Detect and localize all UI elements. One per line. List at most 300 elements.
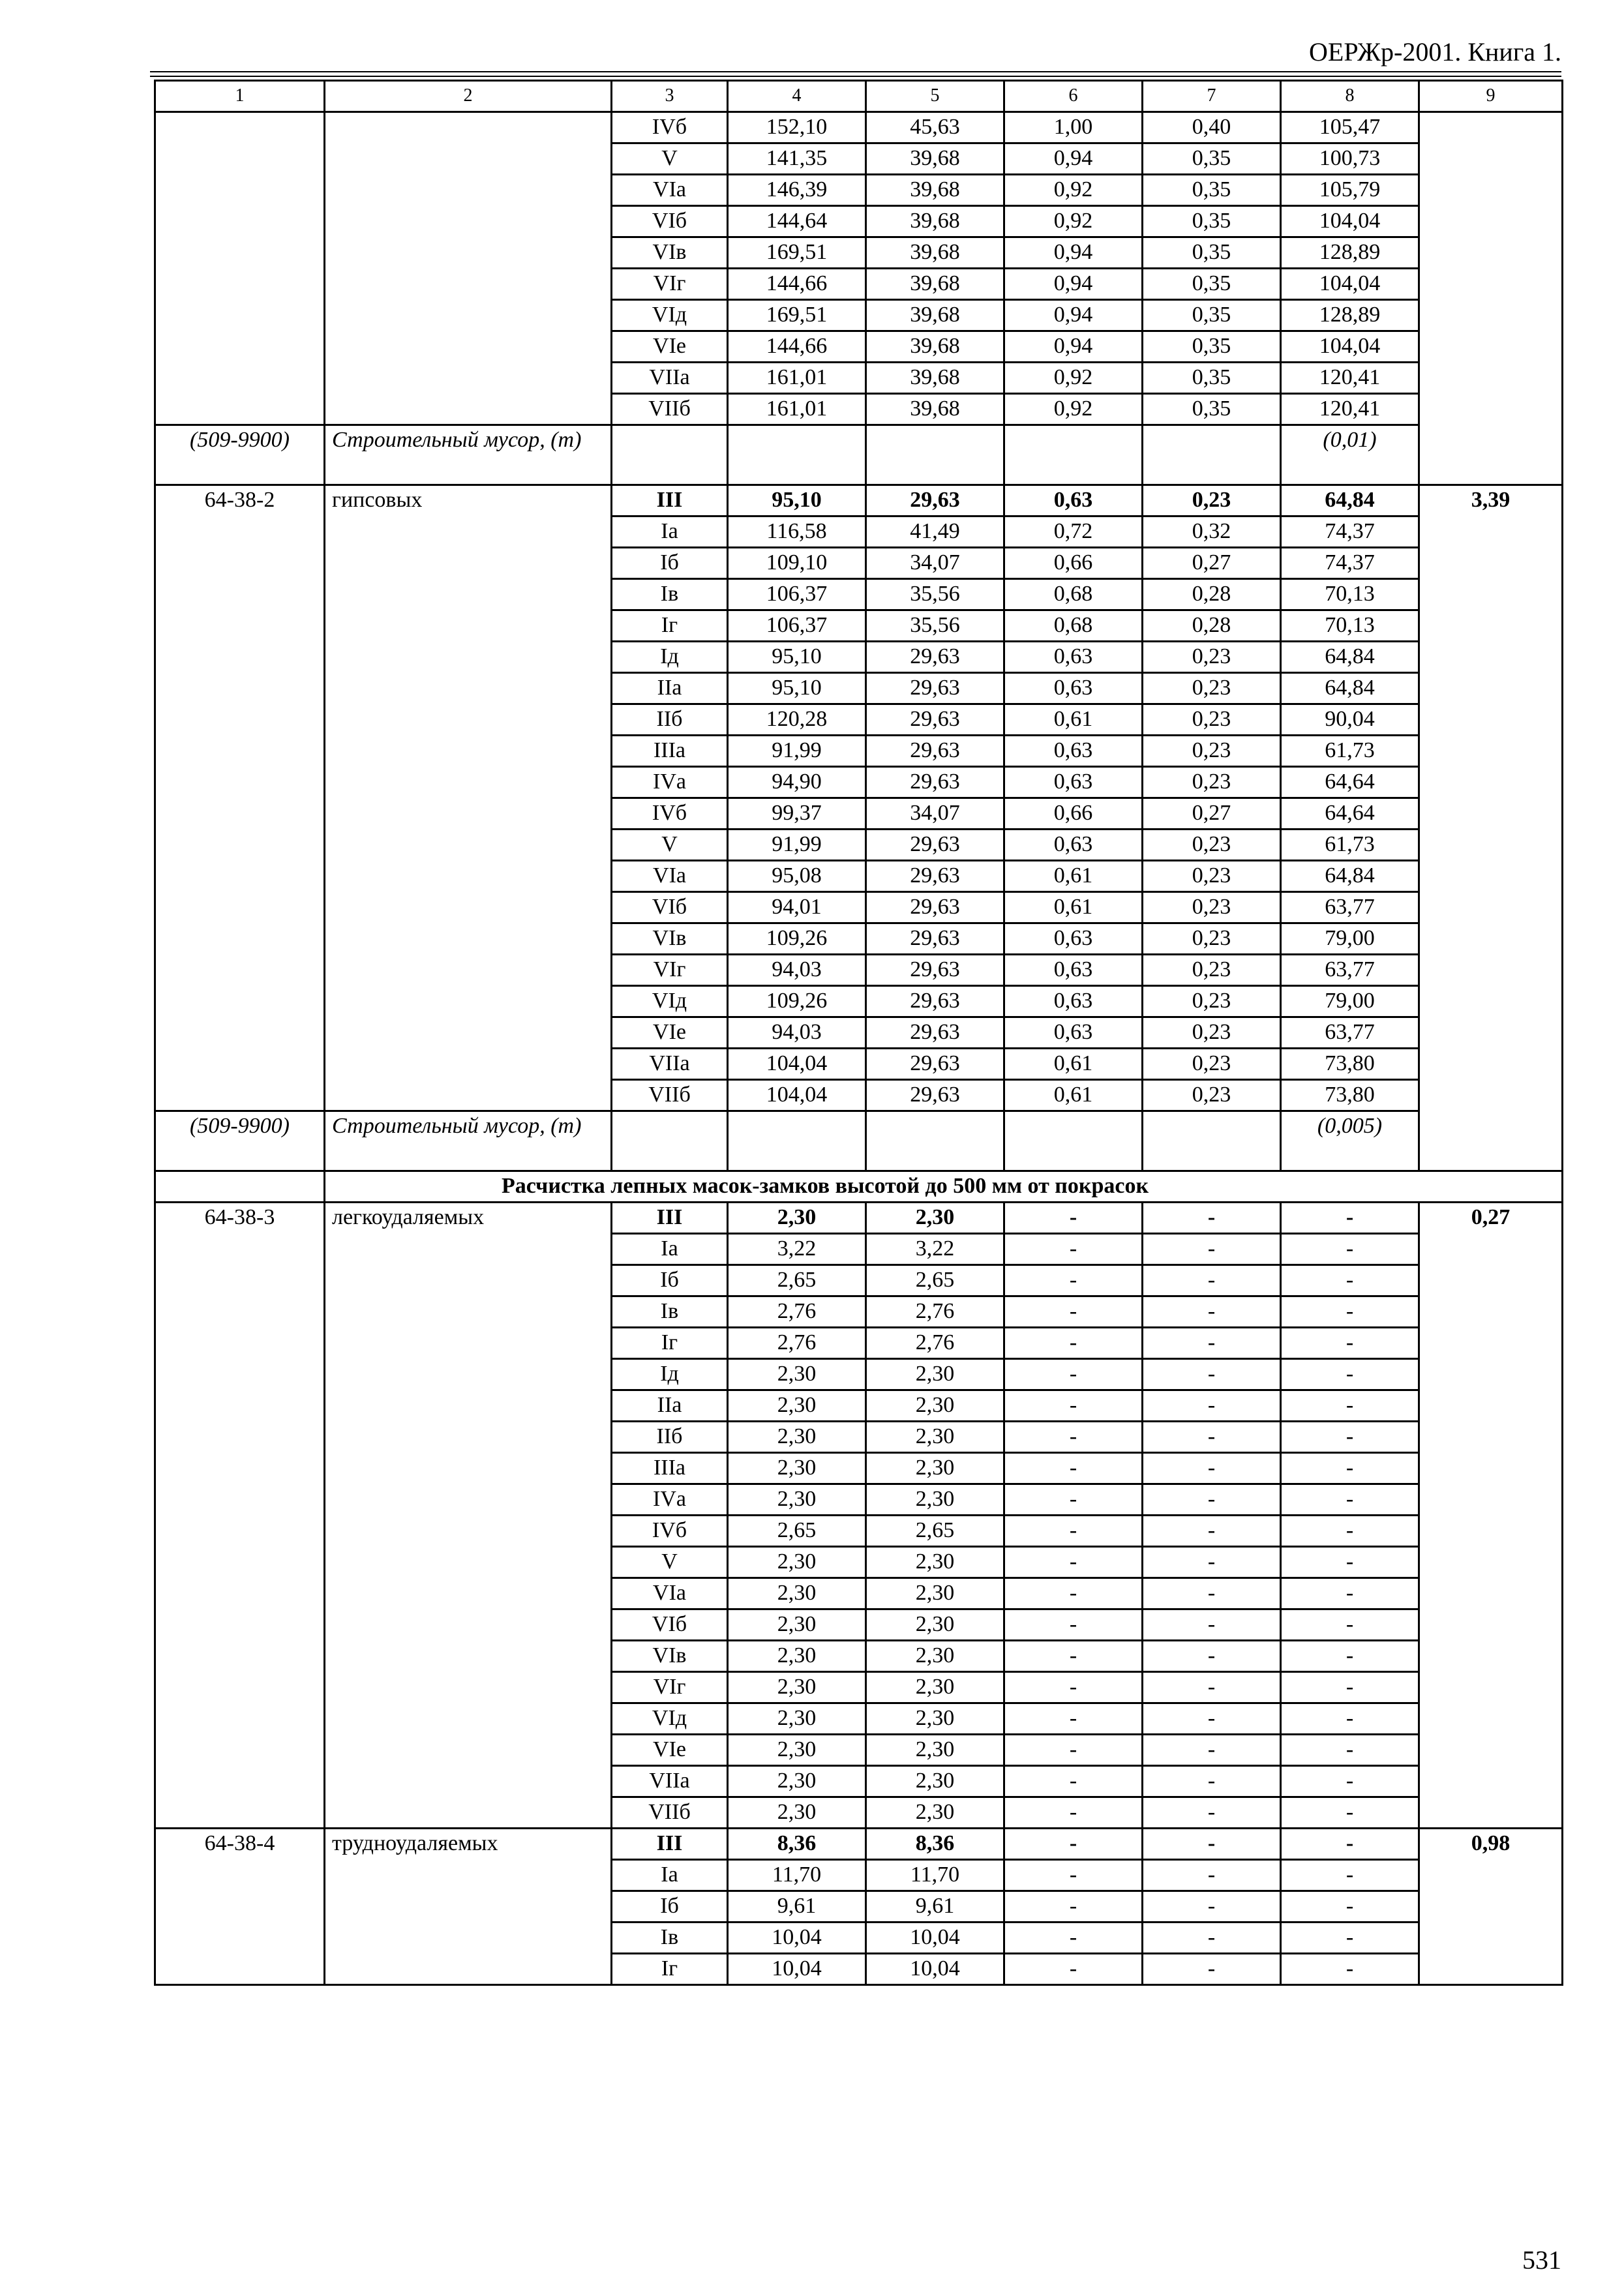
header-rule-second xyxy=(150,76,1561,77)
waste-row xyxy=(155,425,1563,485)
wages-cell: 2,30 xyxy=(866,1547,1004,1578)
section-spacer xyxy=(155,1171,325,1203)
waste-value: (0,005) xyxy=(1281,1111,1419,1171)
wages-cell: 2,65 xyxy=(866,1516,1004,1547)
materials-cell: 61,73 xyxy=(1281,830,1419,861)
materials-cell: 74,37 xyxy=(1281,516,1419,548)
machines-cell: 0,94 xyxy=(1004,237,1143,269)
total-cost-cell: 2,30 xyxy=(728,1359,866,1390)
header-rule xyxy=(150,71,1561,72)
wages-cell: 29,63 xyxy=(866,955,1004,986)
machines-cell: 0,63 xyxy=(1004,830,1143,861)
work-name: легкоудаляемых xyxy=(325,1203,612,1829)
table-row xyxy=(155,1203,1563,1234)
machines-cell: - xyxy=(1004,1797,1143,1829)
total-cost-cell: 2,30 xyxy=(728,1641,866,1672)
total-cost-cell: 95,10 xyxy=(728,485,866,516)
wages-cell: 29,63 xyxy=(866,1017,1004,1049)
zone-cell: III xyxy=(612,1203,728,1234)
wages-cell: 29,63 xyxy=(866,736,1004,767)
materials-cell: 104,04 xyxy=(1281,269,1419,300)
total-cost-cell: 2,30 xyxy=(728,1484,866,1516)
waste-name: Строительный мусор, (т) xyxy=(325,425,612,485)
machines-cell: 0,94 xyxy=(1004,300,1143,331)
work-name: трудноудаляемых xyxy=(325,1829,612,1985)
machinists-wages-cell: - xyxy=(1143,1922,1281,1954)
machines-cell: - xyxy=(1004,1234,1143,1265)
table-row xyxy=(155,1829,1563,1860)
column-number: 7 xyxy=(1143,81,1281,112)
materials-cell: 64,84 xyxy=(1281,485,1419,516)
zone-cell: Iб xyxy=(612,1265,728,1296)
machinists-wages-cell: 0,35 xyxy=(1143,363,1281,394)
machinists-wages-cell: - xyxy=(1143,1422,1281,1453)
machines-cell: 0,63 xyxy=(1004,986,1143,1017)
work-name xyxy=(325,112,612,425)
wages-cell: 2,30 xyxy=(866,1703,1004,1735)
zone-cell: IVа xyxy=(612,767,728,798)
materials-cell: 104,04 xyxy=(1281,206,1419,237)
wages-cell: 29,63 xyxy=(866,923,1004,955)
zone-cell: IIа xyxy=(612,673,728,704)
materials-cell: 120,41 xyxy=(1281,394,1419,425)
materials-cell: 128,89 xyxy=(1281,300,1419,331)
waste-code: (509-9900) xyxy=(155,1111,325,1171)
materials-cell: - xyxy=(1281,1766,1419,1797)
total-cost-cell: 95,10 xyxy=(728,642,866,673)
waste-value: (0,01) xyxy=(1281,425,1419,485)
column-number: 4 xyxy=(728,81,866,112)
total-cost-cell: 95,08 xyxy=(728,861,866,892)
table-row xyxy=(155,112,1563,143)
machines-cell: - xyxy=(1004,1735,1143,1766)
page-number: 531 xyxy=(1522,2245,1561,2275)
zone-cell: VIе xyxy=(612,1735,728,1766)
materials-cell: 79,00 xyxy=(1281,923,1419,955)
total-cost-cell: 95,10 xyxy=(728,673,866,704)
total-cost-cell: 106,37 xyxy=(728,610,866,642)
wages-cell: 29,63 xyxy=(866,673,1004,704)
wages-cell: 39,68 xyxy=(866,237,1004,269)
total-cost-cell: 141,35 xyxy=(728,143,866,175)
materials-cell: 128,89 xyxy=(1281,237,1419,269)
column-number: 2 xyxy=(325,81,612,112)
empty-cell xyxy=(1143,425,1281,485)
machinists-wages-cell: 0,23 xyxy=(1143,736,1281,767)
zone-cell: VIIб xyxy=(612,1080,728,1111)
wages-cell: 39,68 xyxy=(866,175,1004,206)
wages-cell: 39,68 xyxy=(866,269,1004,300)
column-number: 5 xyxy=(866,81,1004,112)
machines-cell: - xyxy=(1004,1891,1143,1922)
machinists-wages-cell: 0,35 xyxy=(1143,300,1281,331)
rates-table xyxy=(154,80,1563,1986)
total-cost-cell: 2,30 xyxy=(728,1203,866,1234)
total-cost-cell: 109,26 xyxy=(728,923,866,955)
machinists-wages-cell: 0,23 xyxy=(1143,986,1281,1017)
zone-cell: VIе xyxy=(612,1017,728,1049)
column-number-row xyxy=(155,81,1563,112)
total-cost-cell: 2,30 xyxy=(728,1422,866,1453)
zone-cell: VIIа xyxy=(612,363,728,394)
machines-cell: - xyxy=(1004,1922,1143,1954)
materials-cell: 70,13 xyxy=(1281,579,1419,610)
machines-cell: - xyxy=(1004,1484,1143,1516)
wages-cell: 2,30 xyxy=(866,1453,1004,1484)
machines-cell: 0,63 xyxy=(1004,642,1143,673)
zone-cell: IIIа xyxy=(612,736,728,767)
machines-cell: 0,61 xyxy=(1004,861,1143,892)
machines-cell: - xyxy=(1004,1390,1143,1422)
machinists-wages-cell: 0,35 xyxy=(1143,206,1281,237)
machinists-wages-cell: 0,23 xyxy=(1143,1017,1281,1049)
total-cost-cell: 2,76 xyxy=(728,1328,866,1359)
machinists-wages-cell: - xyxy=(1143,1203,1281,1234)
waste-code: (509-9900) xyxy=(155,425,325,485)
machinists-wages-cell: 0,32 xyxy=(1143,516,1281,548)
machines-cell: 0,63 xyxy=(1004,736,1143,767)
total-cost-cell: 2,30 xyxy=(728,1578,866,1609)
wages-cell: 29,63 xyxy=(866,704,1004,736)
total-cost-cell: 146,39 xyxy=(728,175,866,206)
machinists-wages-cell: 0,23 xyxy=(1143,892,1281,923)
wages-cell: 9,61 xyxy=(866,1891,1004,1922)
column-number: 1 xyxy=(155,81,325,112)
total-cost-cell: 109,10 xyxy=(728,548,866,579)
machinists-wages-cell: - xyxy=(1143,1641,1281,1672)
zone-cell: VIIа xyxy=(612,1766,728,1797)
wages-cell: 2,30 xyxy=(866,1390,1004,1422)
machinists-wages-cell: 0,23 xyxy=(1143,955,1281,986)
machinists-wages-cell: 0,40 xyxy=(1143,112,1281,143)
total-cost-cell: 144,66 xyxy=(728,331,866,363)
wages-cell: 29,63 xyxy=(866,642,1004,673)
machinists-wages-cell: 0,23 xyxy=(1143,642,1281,673)
zone-cell: VIа xyxy=(612,1578,728,1609)
machines-cell: 0,66 xyxy=(1004,798,1143,830)
zone-cell: IVа xyxy=(612,1484,728,1516)
empty-cell xyxy=(612,425,728,485)
materials-cell: 120,41 xyxy=(1281,363,1419,394)
machines-cell: - xyxy=(1004,1453,1143,1484)
machines-cell: 0,94 xyxy=(1004,269,1143,300)
machines-cell: 0,92 xyxy=(1004,394,1143,425)
machinists-wages-cell: - xyxy=(1143,1234,1281,1265)
machines-cell: - xyxy=(1004,1296,1143,1328)
machines-cell: 0,94 xyxy=(1004,143,1143,175)
wages-cell: 2,30 xyxy=(866,1203,1004,1234)
machinists-wages-cell: - xyxy=(1143,1296,1281,1328)
wages-cell: 45,63 xyxy=(866,112,1004,143)
zone-cell: VIб xyxy=(612,892,728,923)
machinists-wages-cell: 0,23 xyxy=(1143,1049,1281,1080)
rate-code: 64-38-3 xyxy=(155,1203,325,1829)
zone-cell: VIа xyxy=(612,861,728,892)
machinists-wages-cell: 0,23 xyxy=(1143,861,1281,892)
section-title: Расчистка лепных масок-замков высотой до 500 мм от покрасок xyxy=(325,1171,1563,1203)
materials-cell: 104,04 xyxy=(1281,331,1419,363)
machinists-wages-cell: 0,27 xyxy=(1143,798,1281,830)
zone-cell: VIв xyxy=(612,923,728,955)
materials-cell: 64,84 xyxy=(1281,642,1419,673)
materials-cell: - xyxy=(1281,1516,1419,1547)
total-cost-cell: 91,99 xyxy=(728,830,866,861)
zone-cell: Iд xyxy=(612,1359,728,1390)
total-cost-cell: 94,03 xyxy=(728,955,866,986)
zone-cell: Iв xyxy=(612,1296,728,1328)
total-cost-cell: 144,64 xyxy=(728,206,866,237)
machinists-wages-cell: - xyxy=(1143,1578,1281,1609)
machines-cell: - xyxy=(1004,1578,1143,1609)
machinists-wages-cell: - xyxy=(1143,1609,1281,1641)
total-cost-cell: 2,30 xyxy=(728,1703,866,1735)
total-cost-cell: 94,03 xyxy=(728,1017,866,1049)
page-header: ОЕРЖр-2001. Книга 1. xyxy=(1309,37,1561,67)
zone-cell: VIг xyxy=(612,1672,728,1703)
total-cost-cell: 144,66 xyxy=(728,269,866,300)
machines-cell: 1,00 xyxy=(1004,112,1143,143)
machinists-wages-cell: - xyxy=(1143,1797,1281,1829)
machinists-wages-cell: 0,35 xyxy=(1143,175,1281,206)
total-cost-cell: 11,70 xyxy=(728,1860,866,1891)
machines-cell: 0,61 xyxy=(1004,1049,1143,1080)
empty-cell xyxy=(1004,1111,1143,1171)
machinists-wages-cell: - xyxy=(1143,1703,1281,1735)
zone-cell: VIIа xyxy=(612,1049,728,1080)
machines-cell: 0,68 xyxy=(1004,579,1143,610)
wages-cell: 39,68 xyxy=(866,143,1004,175)
machines-cell: - xyxy=(1004,1954,1143,1985)
machines-cell: 0,94 xyxy=(1004,331,1143,363)
zone-cell: Iб xyxy=(612,548,728,579)
wages-cell: 29,63 xyxy=(866,892,1004,923)
zone-cell: IIб xyxy=(612,1422,728,1453)
materials-cell: 74,37 xyxy=(1281,548,1419,579)
materials-cell: 63,77 xyxy=(1281,1017,1419,1049)
zone-cell: IIб xyxy=(612,704,728,736)
machines-cell: 0,92 xyxy=(1004,175,1143,206)
wages-cell: 2,30 xyxy=(866,1359,1004,1390)
zone-cell: Iа xyxy=(612,1234,728,1265)
zone-cell: IIа xyxy=(612,1390,728,1422)
machines-cell: - xyxy=(1004,1829,1143,1860)
machinists-wages-cell: 0,23 xyxy=(1143,830,1281,861)
machinists-wages-cell: - xyxy=(1143,1672,1281,1703)
machinists-wages-cell: 0,35 xyxy=(1143,237,1281,269)
machinists-wages-cell: - xyxy=(1143,1954,1281,1985)
zone-cell: VIг xyxy=(612,955,728,986)
machines-cell: 0,63 xyxy=(1004,673,1143,704)
zone-cell: VIд xyxy=(612,1703,728,1735)
machines-cell: 0,61 xyxy=(1004,704,1143,736)
machines-cell: 0,63 xyxy=(1004,955,1143,986)
machinists-wages-cell: - xyxy=(1143,1265,1281,1296)
total-cost-cell: 2,30 xyxy=(728,1453,866,1484)
machines-cell: 0,92 xyxy=(1004,206,1143,237)
materials-cell: 63,77 xyxy=(1281,955,1419,986)
materials-cell: 61,73 xyxy=(1281,736,1419,767)
waste-row xyxy=(155,1111,1563,1171)
total-cost-cell: 8,36 xyxy=(728,1829,866,1860)
wages-cell: 10,04 xyxy=(866,1954,1004,1985)
machinists-wages-cell: 0,23 xyxy=(1143,485,1281,516)
wages-cell: 3,22 xyxy=(866,1234,1004,1265)
wages-cell: 8,36 xyxy=(866,1829,1004,1860)
zone-cell: IVб xyxy=(612,798,728,830)
zone-cell: VIб xyxy=(612,1609,728,1641)
machinists-wages-cell: 0,35 xyxy=(1143,269,1281,300)
materials-cell: - xyxy=(1281,1609,1419,1641)
wages-cell: 2,65 xyxy=(866,1265,1004,1296)
zone-cell: VIд xyxy=(612,300,728,331)
machinists-wages-cell: - xyxy=(1143,1453,1281,1484)
zone-cell: III xyxy=(612,485,728,516)
machinists-wages-cell: - xyxy=(1143,1484,1281,1516)
work-name: гипсовых xyxy=(325,485,612,1111)
zone-cell: Iа xyxy=(612,516,728,548)
zone-cell: V xyxy=(612,1547,728,1578)
wages-cell: 34,07 xyxy=(866,798,1004,830)
total-cost-cell: 120,28 xyxy=(728,704,866,736)
section-row xyxy=(155,1171,1563,1203)
total-cost-cell: 152,10 xyxy=(728,112,866,143)
wages-cell: 10,04 xyxy=(866,1922,1004,1954)
machines-cell: - xyxy=(1004,1703,1143,1735)
machinists-wages-cell: 0,23 xyxy=(1143,704,1281,736)
materials-cell: 63,77 xyxy=(1281,892,1419,923)
labor-cost-cell: 3,39 xyxy=(1419,485,1563,1171)
zone-cell: IVб xyxy=(612,1516,728,1547)
zone-cell: VIг xyxy=(612,269,728,300)
materials-cell: - xyxy=(1281,1234,1419,1265)
machinists-wages-cell: - xyxy=(1143,1860,1281,1891)
column-number: 9 xyxy=(1419,81,1563,112)
machinists-wages-cell: - xyxy=(1143,1328,1281,1359)
machines-cell: - xyxy=(1004,1203,1143,1234)
machines-cell: 0,66 xyxy=(1004,548,1143,579)
materials-cell: - xyxy=(1281,1328,1419,1359)
total-cost-cell: 2,30 xyxy=(728,1672,866,1703)
materials-cell: - xyxy=(1281,1672,1419,1703)
total-cost-cell: 2,30 xyxy=(728,1766,866,1797)
materials-cell: - xyxy=(1281,1735,1419,1766)
zone-cell: III xyxy=(612,1829,728,1860)
materials-cell: 73,80 xyxy=(1281,1049,1419,1080)
column-number: 3 xyxy=(612,81,728,112)
machinists-wages-cell: 0,35 xyxy=(1143,331,1281,363)
zone-cell: Iг xyxy=(612,1328,728,1359)
rate-code: 64-38-2 xyxy=(155,485,325,1111)
zone-cell: Iа xyxy=(612,1860,728,1891)
materials-cell: - xyxy=(1281,1922,1419,1954)
wages-cell: 39,68 xyxy=(866,363,1004,394)
total-cost-cell: 91,99 xyxy=(728,736,866,767)
wages-cell: 2,30 xyxy=(866,1484,1004,1516)
materials-cell: - xyxy=(1281,1578,1419,1609)
empty-cell xyxy=(866,1111,1004,1171)
wages-cell: 39,68 xyxy=(866,331,1004,363)
zone-cell: VIа xyxy=(612,175,728,206)
labor-cost-cell: 0,98 xyxy=(1419,1829,1563,1985)
total-cost-cell: 2,30 xyxy=(728,1390,866,1422)
machines-cell: - xyxy=(1004,1359,1143,1390)
materials-cell: - xyxy=(1281,1390,1419,1422)
machinists-wages-cell: 0,35 xyxy=(1143,394,1281,425)
machines-cell: 0,61 xyxy=(1004,1080,1143,1111)
wages-cell: 29,63 xyxy=(866,1080,1004,1111)
materials-cell: - xyxy=(1281,1359,1419,1390)
materials-cell: 100,73 xyxy=(1281,143,1419,175)
machinists-wages-cell: - xyxy=(1143,1516,1281,1547)
wages-cell: 11,70 xyxy=(866,1860,1004,1891)
machines-cell: - xyxy=(1004,1641,1143,1672)
wages-cell: 34,07 xyxy=(866,548,1004,579)
wages-cell: 2,30 xyxy=(866,1797,1004,1829)
total-cost-cell: 9,61 xyxy=(728,1891,866,1922)
total-cost-cell: 104,04 xyxy=(728,1080,866,1111)
machines-cell: 0,92 xyxy=(1004,363,1143,394)
zone-cell: Iг xyxy=(612,1954,728,1985)
zone-cell: VIв xyxy=(612,237,728,269)
machinists-wages-cell: - xyxy=(1143,1735,1281,1766)
wages-cell: 2,30 xyxy=(866,1609,1004,1641)
machines-cell: 0,63 xyxy=(1004,923,1143,955)
zone-cell: V xyxy=(612,143,728,175)
total-cost-cell: 2,30 xyxy=(728,1797,866,1829)
zone-cell: Iв xyxy=(612,1922,728,1954)
zone-cell: VIд xyxy=(612,986,728,1017)
zone-cell: IVб xyxy=(612,112,728,143)
zone-cell: VIIб xyxy=(612,1797,728,1829)
waste-name: Строительный мусор, (т) xyxy=(325,1111,612,1171)
machines-cell: 0,63 xyxy=(1004,767,1143,798)
materials-cell: - xyxy=(1281,1265,1419,1296)
machinists-wages-cell: 0,28 xyxy=(1143,579,1281,610)
materials-cell: - xyxy=(1281,1829,1419,1860)
empty-cell xyxy=(728,1111,866,1171)
machines-cell: - xyxy=(1004,1265,1143,1296)
wages-cell: 39,68 xyxy=(866,394,1004,425)
empty-cell xyxy=(1004,425,1143,485)
zone-cell: VIб xyxy=(612,206,728,237)
wages-cell: 35,56 xyxy=(866,579,1004,610)
empty-cell xyxy=(612,1111,728,1171)
total-cost-cell: 116,58 xyxy=(728,516,866,548)
materials-cell: 64,84 xyxy=(1281,673,1419,704)
materials-cell: - xyxy=(1281,1484,1419,1516)
wages-cell: 41,49 xyxy=(866,516,1004,548)
total-cost-cell: 104,04 xyxy=(728,1049,866,1080)
materials-cell: 64,84 xyxy=(1281,861,1419,892)
wages-cell: 2,30 xyxy=(866,1766,1004,1797)
wages-cell: 2,30 xyxy=(866,1735,1004,1766)
total-cost-cell: 2,30 xyxy=(728,1547,866,1578)
machinists-wages-cell: 0,35 xyxy=(1143,143,1281,175)
machinists-wages-cell: 0,23 xyxy=(1143,1080,1281,1111)
wages-cell: 29,63 xyxy=(866,986,1004,1017)
materials-cell: - xyxy=(1281,1296,1419,1328)
labor-cost-cell: 0,27 xyxy=(1419,1203,1563,1829)
machinists-wages-cell: - xyxy=(1143,1829,1281,1860)
materials-cell: 90,04 xyxy=(1281,704,1419,736)
machinists-wages-cell: 0,23 xyxy=(1143,923,1281,955)
machines-cell: - xyxy=(1004,1672,1143,1703)
materials-cell: - xyxy=(1281,1860,1419,1891)
total-cost-cell: 109,26 xyxy=(728,986,866,1017)
total-cost-cell: 94,01 xyxy=(728,892,866,923)
zone-cell: VIе xyxy=(612,331,728,363)
machines-cell: 0,63 xyxy=(1004,1017,1143,1049)
